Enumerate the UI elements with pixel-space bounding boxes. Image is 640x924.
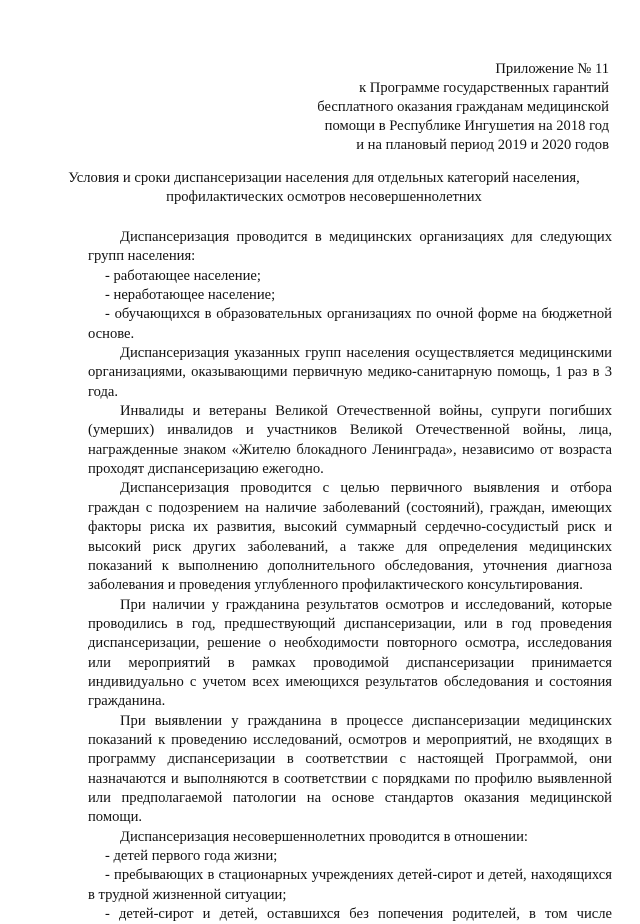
list-item: - неработающее население; xyxy=(105,287,276,304)
appendix-line: и на плановый период 2019 и 2020 годов xyxy=(356,137,609,153)
paragraph-veterans: Инвалиды и ветераны Великой Отечественной войны, супруги погибших (умерших) инвалидов и участников Великой Отечественной войны, лица, награжденные знаком «Жителю блокадного Ленинграда», независимо от возраста проходят диспансеризацию ежегодно. xyxy=(88,403,612,478)
document-body xyxy=(88,228,612,924)
list-item: - пребывающих в стационарных учреждениях детей-сирот и детей, находящихся в трудной жизненной ситуации; xyxy=(88,867,612,903)
title-line: профилактических осмотров несовершеннолетних xyxy=(166,189,482,205)
appendix-line: к Программе государственных гарантий xyxy=(359,80,609,96)
appendix-header xyxy=(229,60,609,155)
paragraph-additional-exams: При выявлении у гражданина в процессе диспансеризации медицинских показаний к проведению исследований, осмотров и мероприятий, не входящих в программу диспансеризации в соответствии с настоящей Программой, они назначаются и выполняются в соответствии с порядками по профилю выявленной или предполагаемой патологии на основе стандартов оказания медицинской помощи. xyxy=(88,712,612,826)
paragraph-purpose: Диспансеризация проводится с целью первичного выявления и отбора граждан с подозрением на наличие заболеваний (состояний), граждан, имеющих факторы риска их развития, высокий суммарный сердечно-сосудистый риск и высокий риск других заболеваний, а также для определения медицинских показаний к выполнению дополнительного обследования, уточнения диагноза заболевания и проведения углубленного профилактического консультирования. xyxy=(88,480,612,594)
list-item: - детей-сирот и детей, оставшихся без попечения родителей, в том числе xyxy=(105,906,612,923)
paragraph-groups: Диспансеризация проводится в медицинских организациях для следующих групп населения: xyxy=(88,229,612,265)
list-item: - обучающихся в образовательных организациях по очной форме на бюджетной основе. xyxy=(88,306,612,342)
appendix-number: Приложение № 11 xyxy=(495,61,609,77)
paragraph-frequency: Диспансеризация указанных групп населения осуществляется медицинскими организациями, оказывающими первичную медико-санитарную помощь, 1 раз в 3 года. xyxy=(88,345,612,400)
paragraph-previous-results: При наличии у гражданина результатов осмотров и исследований, которые проводились в год, предшествующий диспансеризации, или в год проведения диспансеризации, решение о необходимости повторного осмотра, исследования или мероприятий в рамках проводимой диспансеризации принимается индивидуально с учетом всех имеющихся результатов обследования и состояния гражданина. xyxy=(88,596,612,710)
appendix-line: помощи в Республике Ингушетия на 2018 год xyxy=(324,118,609,134)
list-item: - детей первого года жизни; xyxy=(105,848,278,864)
paragraph-minors: Диспансеризация несовершеннолетних проводится в отношении: xyxy=(120,828,528,845)
appendix-line: бесплатного оказания гражданам медицинской xyxy=(317,99,609,115)
title-line: Условия и сроки диспансеризации населения для отдельных категорий населения, xyxy=(68,170,580,186)
document-title xyxy=(40,169,608,207)
list-item: - работающее население; xyxy=(105,267,261,284)
